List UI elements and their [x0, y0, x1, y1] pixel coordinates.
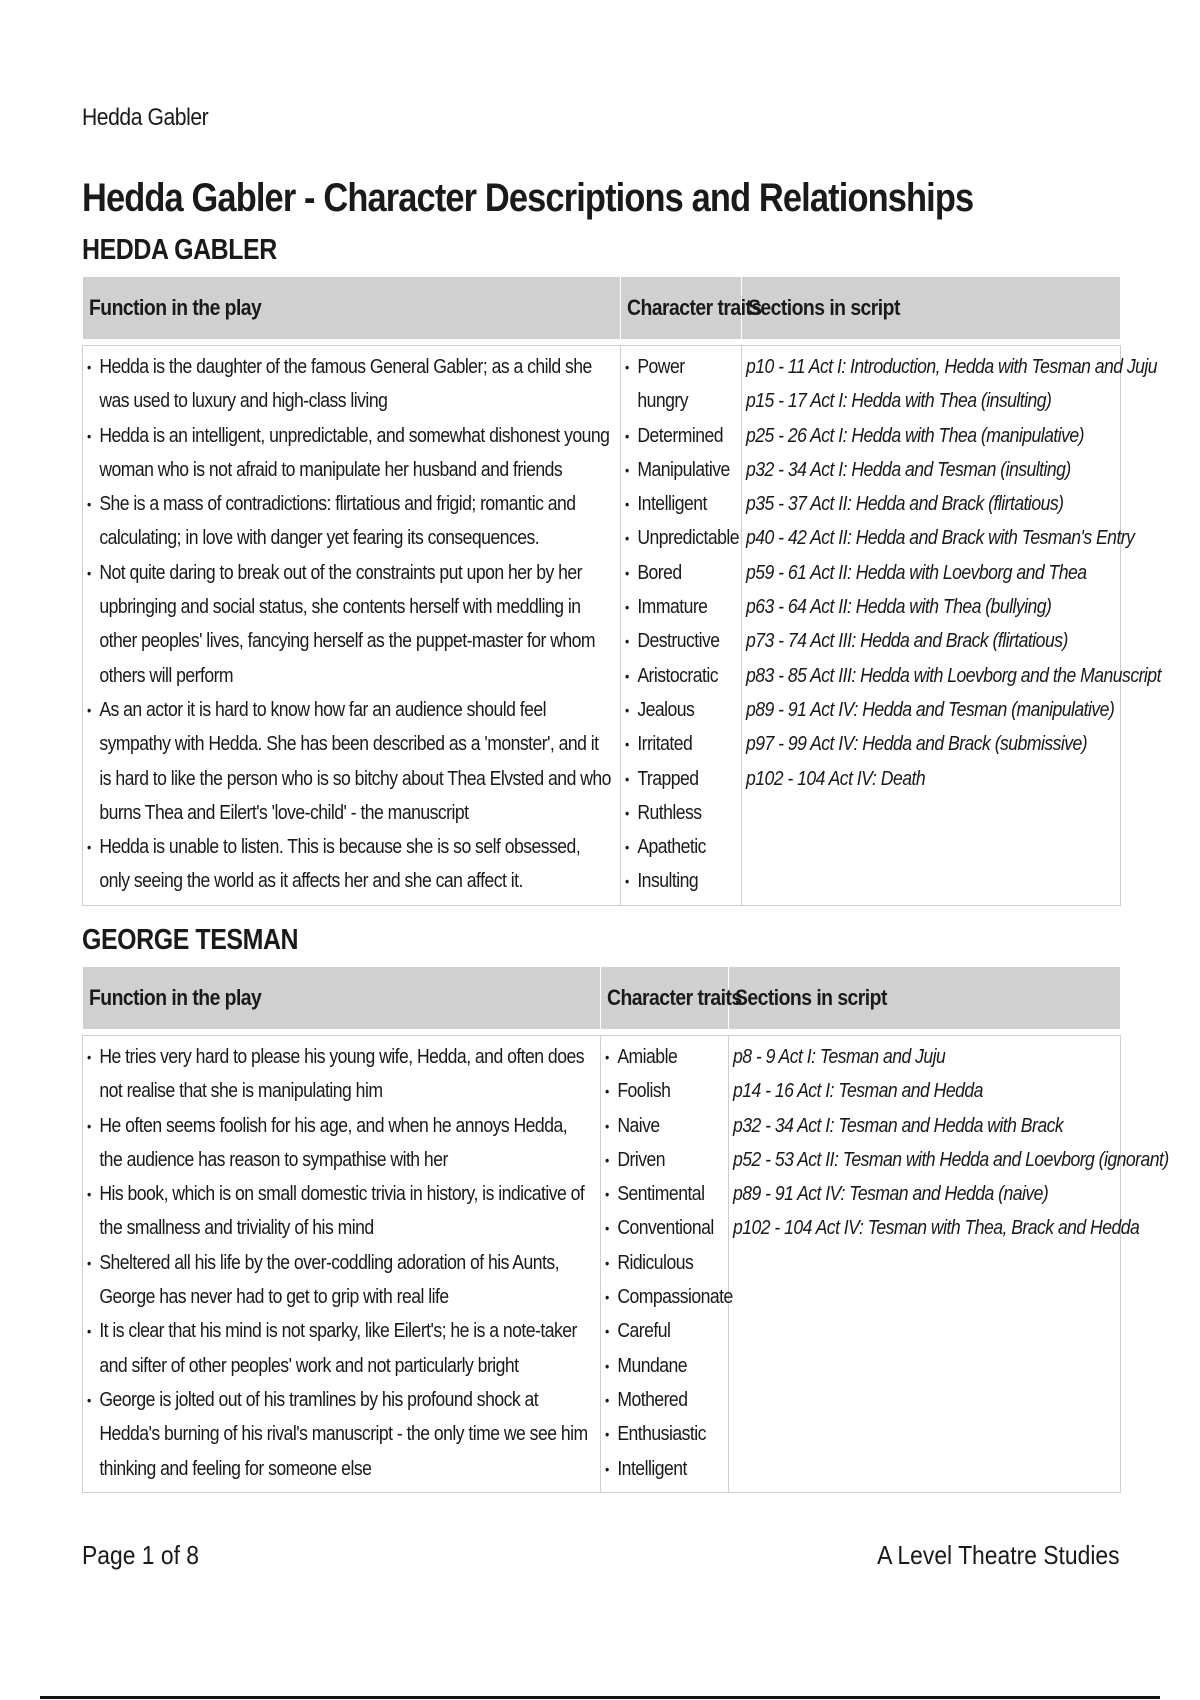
function-item: • He often seems foolish for his age, and when he annoys Hedda, the audience has reason to sympathise with her — [87, 1109, 593, 1178]
script-section: p25 - 26 Act I: Hedda with Thea (manipulative) — [746, 424, 1085, 447]
trait-item: • Apathetic — [625, 830, 736, 864]
function-item: • Hedda is unable to listen. This is because she is so self obsessed, only seeing the world as it affects her and she can affect it. — [87, 830, 613, 899]
hedda-traits-cell — [621, 346, 742, 906]
tesman-traits-cell — [601, 1036, 733, 1493]
column-header-sections: Sections in script — [729, 967, 1121, 1029]
tesman-function-cell — [83, 1036, 601, 1493]
trait-item: • Determined — [625, 419, 736, 453]
column-header-function: Function in the play — [83, 277, 621, 339]
script-section: p40 - 42 Act II: Hedda and Brack with Tesman's Entry — [746, 527, 1135, 550]
running-header: Hedda Gabler — [82, 104, 209, 131]
script-section: p89 - 91 Act IV: Hedda and Tesman (manipulative) — [746, 698, 1115, 721]
section-heading-hedda: HEDDA GABLER — [82, 234, 277, 266]
course-label: A Level Theatre Studies — [877, 1540, 1120, 1570]
column-header-traits: Character traits — [621, 277, 742, 339]
tesman-traits-list — [605, 1040, 733, 1486]
script-section: p52 - 53 Act II: Tesman with Hedda and Loevborg (ignorant) — [733, 1148, 1169, 1171]
script-section: p102 - 104 Act IV: Death — [746, 767, 926, 790]
trait-item: • Aristocratic — [625, 659, 736, 693]
script-section: p97 - 99 Act IV: Hedda and Brack (submissive) — [746, 733, 1088, 756]
function-item: • She is a mass of contradictions: flirtatious and frigid; romantic and calculating; in love with danger yet fearing its consequences. — [87, 487, 613, 556]
script-section: p8 - 9 Act I: Tesman and Juju — [733, 1046, 946, 1068]
page-divider — [40, 1696, 1160, 1699]
document-title: Hedda Gabler - Character Descriptions and Relationships — [82, 176, 974, 220]
trait-item: • Irritated — [625, 727, 736, 761]
hedda-traits-list — [625, 350, 740, 899]
trait-item: • Intelligent — [605, 1452, 723, 1486]
column-header-function: Function in the play — [83, 967, 601, 1029]
function-item: • Hedda is the daughter of the famous General Gabler; as a child she was used to luxury and high-class living — [87, 350, 613, 419]
trait-item: • Careful — [605, 1314, 723, 1348]
trait-item: • Intelligent — [625, 487, 736, 521]
hedda-sections-cell — [742, 346, 1161, 906]
script-section: p89 - 91 Act IV: Tesman and Hedda (naive) — [733, 1183, 1049, 1206]
script-section: p59 - 61 Act II: Hedda with Loevborg and Thea — [746, 561, 1087, 584]
function-item: • As an actor it is hard to know how far an audience should feel sympathy with Hedda. She has been described as a 'monster', and it is hard to like the person who is so bitchy about Thea Elvsted and who burns Thea and Eilert's 'love-child' - the manuscript — [87, 693, 613, 830]
tesman-table — [82, 967, 1169, 1493]
trait-item: • Jealous — [625, 693, 736, 727]
function-item: • His book, which is on small domestic trivia in history, is indicative of the smallness and triviality of his mind — [87, 1177, 593, 1246]
trait-item: • Bored — [625, 556, 736, 590]
function-item: • George is jolted out of his tramlines by his profound shock at Hedda's burning of his rival's manuscript - the only time we see him thinking and feeling for someone else — [87, 1383, 593, 1486]
column-header-sections: Sections in script — [742, 277, 1121, 339]
page-number: Page 1 of 8 — [82, 1540, 200, 1570]
trait-item: • Compassionate — [605, 1280, 723, 1314]
trait-item: • Mothered — [605, 1383, 723, 1417]
script-section: p14 - 16 Act I: Tesman and Hedda — [733, 1080, 983, 1103]
trait-item: • Power hungry — [625, 350, 736, 419]
section-heading-tesman: GEORGE TESMAN — [82, 924, 299, 956]
tesman-sections-cell — [729, 1036, 1169, 1493]
hedda-sections-list — [746, 350, 1161, 796]
trait-item: • Manipulative — [625, 453, 736, 487]
script-section: p15 - 17 Act I: Hedda with Thea (insulting) — [746, 390, 1052, 413]
function-item: • He tries very hard to please his young wife, Hedda, and often does not realise that she is manipulating him — [87, 1040, 593, 1109]
tesman-function-list — [87, 1040, 593, 1486]
trait-item: • Insulting — [625, 864, 736, 898]
script-section: p63 - 64 Act II: Hedda with Thea (bullying) — [746, 596, 1052, 619]
trait-item: • Ruthless — [625, 796, 736, 830]
script-section: p32 - 34 Act I: Hedda and Tesman (insulting) — [746, 458, 1071, 481]
trait-item: • Naive — [605, 1109, 723, 1143]
trait-item: • Trapped — [625, 762, 736, 796]
hedda-function-list — [87, 350, 613, 899]
script-section: p73 - 74 Act III: Hedda and Brack (flirtatious) — [746, 630, 1068, 653]
column-header-traits: Character traits — [601, 967, 729, 1029]
script-section: p10 - 11 Act I: Introduction, Hedda with Tesman and Juju — [746, 356, 1158, 378]
trait-item: • Driven — [605, 1143, 723, 1177]
script-section: p102 - 104 Act IV: Tesman with Thea, Brack and Hedda — [733, 1217, 1140, 1240]
trait-item: • Sentimental — [605, 1177, 723, 1211]
script-section: p83 - 85 Act III: Hedda with Loevborg and the Manuscript — [746, 664, 1161, 687]
script-section: p35 - 37 Act II: Hedda and Brack (flirtatious) — [746, 493, 1064, 516]
function-item: • It is clear that his mind is not sparky, like Eilert's; he is a note-taker and sifter of other peoples' work and not particularly bright — [87, 1314, 593, 1383]
hedda-table — [82, 277, 1161, 906]
trait-item: • Enthusiastic — [605, 1417, 723, 1451]
trait-item: • Immature — [625, 590, 736, 624]
trait-item: • Amiable — [605, 1040, 723, 1074]
trait-item: • Ridiculous — [605, 1246, 723, 1280]
function-item: • Hedda is an intelligent, unpredictable, and somewhat dishonest young woman who is not afraid to manipulate her husband and friends — [87, 419, 613, 488]
trait-item: • Foolish — [605, 1074, 723, 1108]
trait-item: • Conventional — [605, 1211, 723, 1245]
trait-item: • Unpredictable — [625, 521, 736, 555]
hedda-function-cell — [83, 346, 621, 906]
trait-item: • Destructive — [625, 624, 736, 658]
function-item: • Not quite daring to break out of the constraints put upon her by her upbringing and social status, she contents herself with meddling in other peoples' lives, fancying herself as the puppet-master for whom others will perform — [87, 556, 613, 693]
trait-item: • Mundane — [605, 1349, 723, 1383]
tesman-sections-list — [733, 1040, 1169, 1246]
script-section: p32 - 34 Act I: Tesman and Hedda with Brack — [733, 1114, 1064, 1137]
function-item: • Sheltered all his life by the over-coddling adoration of his Aunts, George has never had to get to grip with real life — [87, 1246, 593, 1315]
